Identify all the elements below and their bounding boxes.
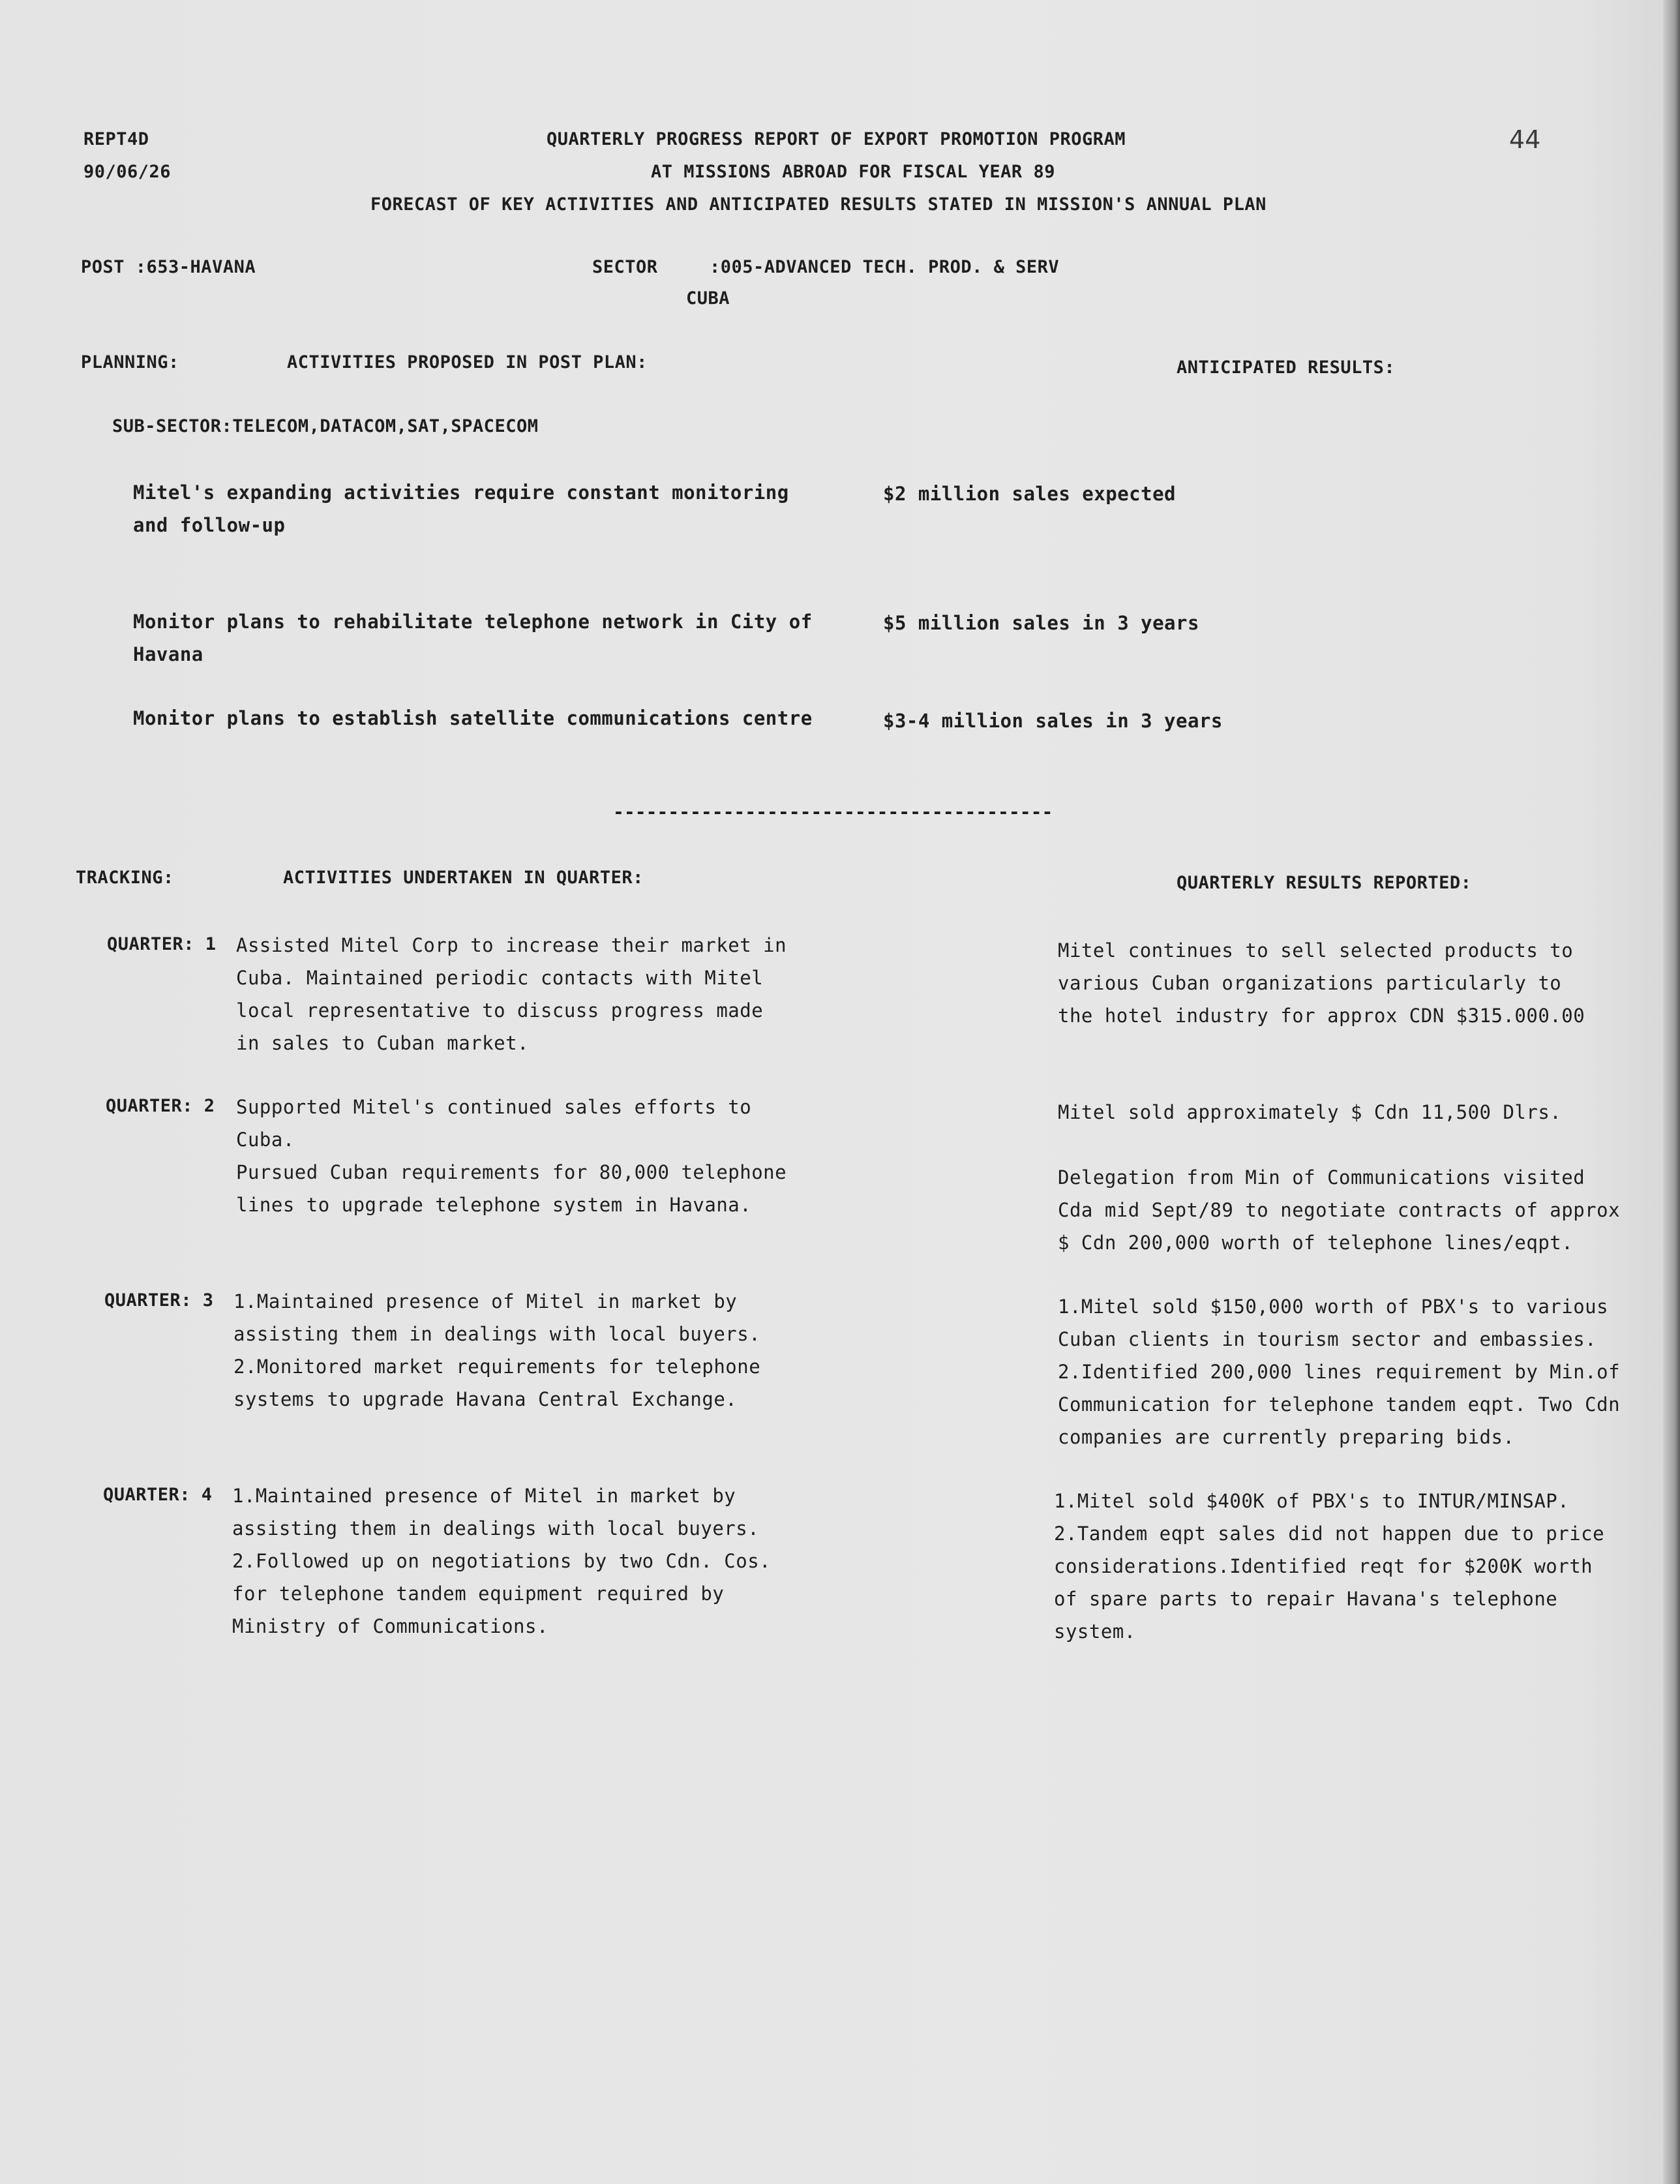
planning-label: PLANNING: <box>81 352 179 372</box>
quarter-4-result: 1.Mitel sold $400K of PBX's to INTUR/MINSAP. 2.Tandem eqpt sales did not happen due to price considerations.Identified reqt for $200K worth of spare parts to repair Havana's telephone system. <box>1054 1490 1605 1643</box>
quarter-3-result: 1.Mitel sold $150,000 worth of PBX's to various Cuban clients in tourism sector and embassies. 2.Identified 200,000 lines requirement by Min.of Communication for telephone tandem eqpt. Two Cdn companies are currently preparing bids. <box>1058 1296 1621 1448</box>
tracking-results-heading: QUARTERLY RESULTS REPORTED: <box>1177 873 1472 893</box>
quarter-1-activity: Assisted Mitel Corp to increase their market in Cuba. Maintained periodic contacts with Mitel local representative to discuss progress made in sales to Cuban market. <box>236 934 787 1054</box>
quarter-1-result: Mitel continues to sell selected products to various Cuban organizations particularly to the hotel industry for approx CDN $315.000.00 <box>1058 939 1585 1027</box>
sector-value: :005-ADVANCED TECH. PROD. & SERV <box>710 257 1060 277</box>
quarter-4-label: QUARTER: 4 <box>103 1485 213 1505</box>
page-number: 44 <box>1509 125 1541 154</box>
planning-results-heading: ANTICIPATED RESULTS: <box>1177 357 1396 378</box>
tracking-activities-heading: ACTIVITIES UNDERTAKEN IN QUARTER: <box>283 868 644 888</box>
planning-activities-heading: ACTIVITIES PROPOSED IN POST PLAN: <box>287 352 648 372</box>
quarter-3-label: QUARTER: 3 <box>104 1290 214 1311</box>
planning-activity-2: Monitor plans to rehabilitate telephone network in City of Havana <box>133 611 813 665</box>
quarter-2-activity: Supported Mitel's continued sales efforts to Cuba. Pursued Cuban requirements for 80,000 telephone lines to upgrade telephone system in Havana. <box>236 1096 787 1216</box>
report-code: REPT4D <box>83 129 149 149</box>
tracking-label: TRACKING: <box>76 868 174 888</box>
quarter-2-result: Mitel sold approximately $ Cdn 11,500 Dlrs. Delegation from Min of Communications visited Cda mid Sept/89 to negotiate contracts of approx $ Cdn 200,000 worth of telephone lines/eqpt. <box>1058 1101 1621 1254</box>
sector-label: SECTOR <box>592 257 658 277</box>
planning-result-1: $2 million sales expected <box>883 483 1176 505</box>
quarter-4-activity: 1.Maintained presence of Mitel in market by assisting them in dealings with local buyers. 2.Followed up on negotiations by two Cdn. Cos. for telephone tandem equipment required by Ministry of Communications. <box>232 1485 772 1637</box>
quarter-1-label: QUARTER: 1 <box>107 934 217 954</box>
planning-result-3: $3-4 million sales in 3 years <box>883 710 1223 732</box>
section-separator: ---------------------------------------- <box>613 801 1053 823</box>
report-title-line2: AT MISSIONS ABROAD FOR FISCAL YEAR 89 <box>651 162 1055 182</box>
planning-result-2: $5 million sales in 3 years <box>883 612 1199 634</box>
planning-activity-3: Monitor plans to establish satellite communications centre <box>133 707 813 729</box>
report-title-line3: FORECAST OF KEY ACTIVITIES AND ANTICIPATED RESULTS STATED IN MISSION'S ANNUAL PLAN <box>370 194 1267 215</box>
quarter-2-label: QUARTER: 2 <box>106 1096 215 1116</box>
country-name: CUBA <box>686 288 730 309</box>
post-label: POST :653-HAVANA <box>81 257 256 277</box>
subsector-label: SUB-SECTOR:TELECOM,DATACOM,SAT,SPACECOM <box>112 416 539 436</box>
report-date: 90/06/26 <box>83 162 172 182</box>
quarter-3-activity: 1.Maintained presence of Mitel in market by assisting them in dealings with local buyers. 2.Monitored market requirements for telephone systems to upgrade Havana Central Exchange. <box>233 1290 761 1410</box>
planning-activity-1: Mitel's expanding activities require constant monitoring and follow-up <box>133 481 789 536</box>
page-edge-shadow <box>1663 0 1680 2184</box>
report-title-line1: QUARTERLY PROGRESS REPORT OF EXPORT PROMOTION PROGRAM <box>547 129 1126 149</box>
